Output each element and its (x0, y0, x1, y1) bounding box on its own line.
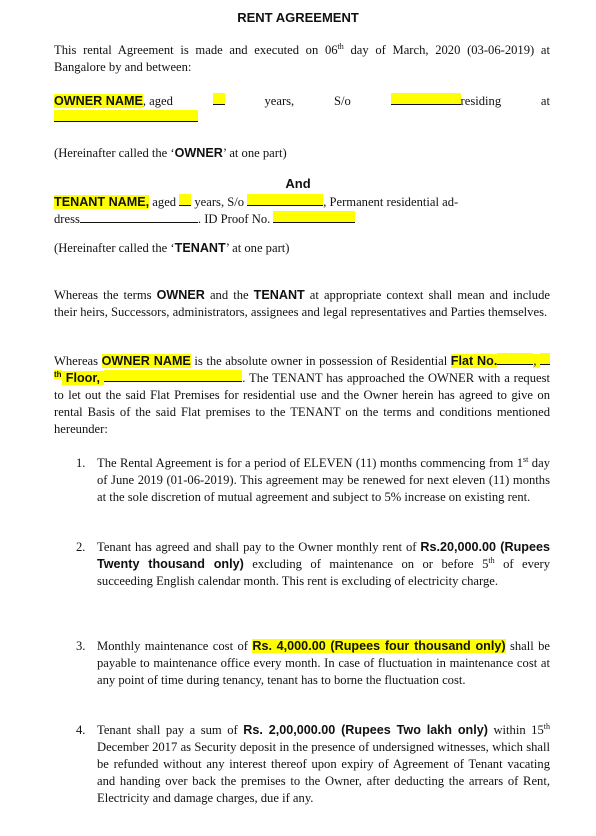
tenant-hereinafter-a: (Hereinafter called the ‘ (54, 241, 175, 255)
term-text: Tenant shall pay a sum of (97, 723, 244, 737)
whereas2-owner: OWNER NAME (101, 354, 191, 368)
owner-hereinafter (54, 145, 550, 162)
term-text: The Rental Agreement is for a period of ELEVEN (11) months commencing from 1 (97, 456, 524, 470)
tenant-idproof-blank (273, 211, 355, 223)
tenant-permanent-label: , Permanent residential ad- (323, 195, 459, 209)
term-text: of every succeeding English calendar month. This rent is excluding of electricity charge. (97, 557, 550, 588)
owner-aged-label: , aged (142, 94, 173, 108)
whereas2-a: Whereas (54, 354, 102, 368)
term-number: 3. (76, 639, 86, 653)
whereas2-floor: Floor, (61, 371, 105, 385)
owner-age-blank (213, 93, 225, 105)
tenant-details (54, 194, 550, 228)
term-amount: Rs. 4,000.00 (Rupees four thousand only) (252, 639, 506, 653)
intro-paragraph (54, 42, 550, 76)
term-text: shall be payable to maintenance office every month. In case of fluctuation in maintenance cost at any point of time during tenancy, tenant has to borne the fluctuation cost. (97, 639, 551, 687)
owner-hereinafter-a: (Hereinafter called the ‘ (54, 146, 175, 160)
term-text: day of June 2019 (01-06-2019). This agreement may be renewed for next eleven (11) months at the sole discretion of mutual agreement and subject to 5% increase on existing rent. (97, 456, 550, 504)
owner-years-label: years, (264, 94, 295, 108)
document-title: RENT AGREEMENT (237, 10, 359, 25)
tenant-hereinafter-b: ’ at one part) (225, 241, 290, 255)
intro-text-b: day of March, 2020 (03-06-2019) at Bangalore by and between: (54, 43, 550, 74)
term-sup: th (543, 721, 550, 731)
term-text: Monthly maintenance cost of (97, 639, 253, 653)
owner-residing-label: residing (460, 94, 502, 108)
term-sup: st (523, 454, 529, 464)
whereas2-flat: Flat No. (450, 354, 498, 368)
term-sup: th (488, 555, 495, 565)
owner-word: OWNER (174, 146, 223, 160)
tenant-idproof-label: . ID Proof No. (197, 212, 274, 226)
term-amount: Rs.20,000.00 (Rupees Twenty thousand only) (97, 540, 550, 571)
whereas1-b: and the (204, 288, 254, 302)
whereas1-owner: OWNER (156, 288, 205, 302)
owner-at-label: at (540, 94, 550, 108)
and-heading: And (285, 176, 311, 191)
owner-address-blank (54, 110, 198, 122)
whereas-paragraph-2: Whereas OWNER NAME is the absolute owner in possession of Residential Flat No. , $^{th}$ Floor, . The TENANT has approached the OWNER with a request to let out the said Flat Premises for residential use and the Owner herein has agreed to give on rental Basis of the said Flat premises to the TENANT on the terms and conditions mentioned hereunder: (54, 354, 551, 436)
term-item-1 (76, 454, 550, 506)
term-number: 1. (76, 456, 86, 470)
term-amount: Rs. 2,00,000.00 (Rupees Two lakh only) (243, 723, 488, 737)
owner-father-blank (391, 93, 461, 105)
term-text: Tenant has agreed and shall pay to the Owner monthly rent of (97, 540, 421, 554)
whereas2-th: th (54, 369, 62, 379)
term-text: within 15 (487, 723, 544, 737)
tenant-address-blank (80, 211, 198, 223)
whereas1-tenant: TENANT (253, 288, 305, 302)
term-number: 2. (76, 540, 86, 554)
whereas1-a: Whereas the terms (54, 288, 157, 302)
term-text: excluding of maintenance on or before 5 (243, 557, 489, 571)
whereas2-c: . The TENANT has approached the OWNER with a request to let out the said Flat Premises for residential use and the Owner herein has agreed to give on rental Basis of the said Flat premises to the TENANT on the terms and conditions mentioned hereunder: (54, 371, 551, 436)
tenant-hereinafter (54, 240, 550, 257)
floor-address-blank (104, 370, 242, 382)
term-text: December 2017 as Security deposit in the presence of undersigned witnesses, which shall be refunded without any interest thereof upon expiry of Agreement of Tenant vacating and handing over back the premises to the Owner, after deducting the arrears of Rent, Electricity and damage charges, due if any. (97, 740, 550, 805)
tenant-age-blank (179, 194, 191, 206)
tenant-word: TENANT (174, 241, 226, 255)
whereas-paragraph-1 (54, 287, 550, 321)
term-number: 4. (76, 723, 86, 737)
intro-sup: th (337, 41, 344, 51)
tenant-name-field: TENANT NAME, (54, 195, 150, 209)
whereas1-c: at appropriate context shall mean and include their heirs, Successors, administrators, assignees and legal representatives and Parties themselves. (54, 288, 550, 319)
owner-details-line1 (54, 93, 550, 110)
whereas2-b: is the absolute owner in possession of Residential (190, 354, 451, 368)
tenant-aged-label: aged (149, 195, 177, 209)
term-item-3 (76, 638, 551, 689)
term-item-2 (76, 539, 550, 590)
term-item-4 (76, 721, 550, 807)
intro-text-a: This rental Agreement is made and executed on 06 (54, 43, 338, 57)
owner-details (54, 93, 550, 127)
tenant-dress-label: dress (54, 212, 80, 226)
tenant-years-label: years, S/o (191, 195, 248, 209)
floor-number-blank (540, 353, 550, 365)
tenant-father-blank (247, 194, 323, 206)
owner-so-label: S/o (333, 94, 351, 108)
flat-number-blank (497, 353, 533, 365)
owner-name-field: OWNER NAME (54, 94, 143, 108)
owner-hereinafter-b: ’ at one part) (222, 146, 287, 160)
